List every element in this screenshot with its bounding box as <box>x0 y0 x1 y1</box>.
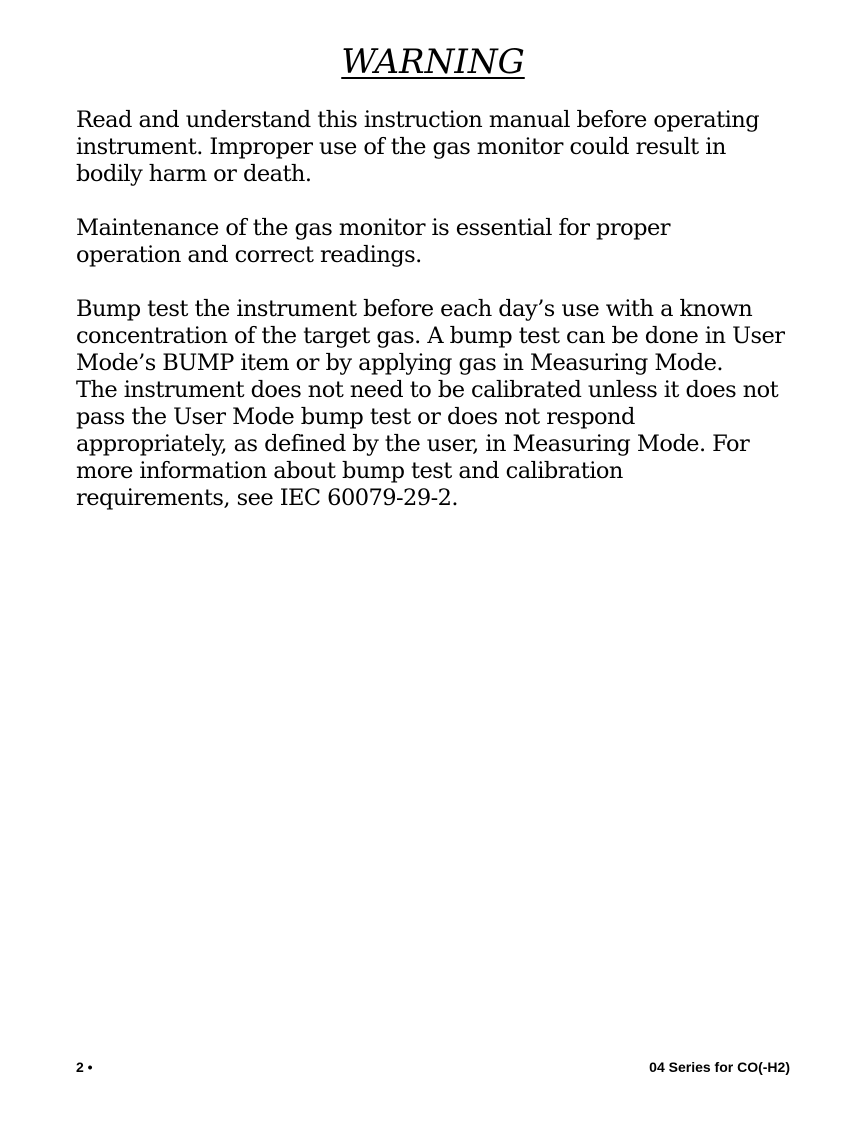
paragraph-line: instrument. Improper use of the gas monitor could result in <box>76 134 726 160</box>
paragraph-line: requirements, see IEC 60079-29-2. <box>76 485 459 511</box>
paragraph-line: more information about bump test and calibration <box>76 458 623 484</box>
footer-document-name: 04 Series for CO(-H2) <box>649 1059 790 1075</box>
warning-paragraph-bump-test <box>76 296 796 512</box>
paragraph-line: concentration of the target gas. A bump test can be done in User <box>76 323 785 349</box>
paragraph-line: pass the User Mode bump test or does not respond <box>76 404 635 430</box>
warning-heading: WARNING <box>341 42 525 82</box>
warning-paragraph-maintenance <box>76 215 796 269</box>
paragraph-line: bodily harm or death. <box>76 161 312 187</box>
paragraph-line: The instrument does not need to be calibrated unless it does not <box>76 377 779 403</box>
paragraph-line: operation and correct readings. <box>76 242 422 268</box>
paragraph-line: Read and understand this instruction manual before operating <box>76 107 760 133</box>
page-number: 2 • <box>76 1059 93 1075</box>
paragraph-line: Mode’s BUMP item or by applying gas in Measuring Mode. <box>76 350 724 376</box>
paragraph-line: Maintenance of the gas monitor is essential for proper <box>76 215 670 241</box>
paragraph-line: appropriately, as defined by the user, in Measuring Mode. For <box>76 431 750 457</box>
warning-paragraph-operation <box>76 107 796 188</box>
paragraph-line: Bump test the instrument before each day’s use with a known <box>76 296 753 322</box>
